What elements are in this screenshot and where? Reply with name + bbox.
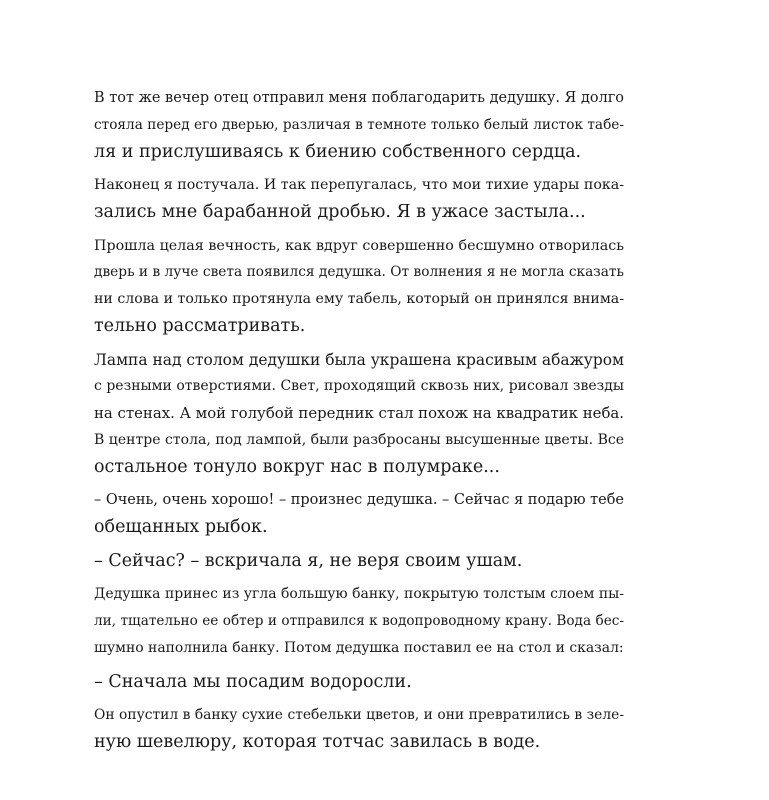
text-line: Прошла целая вечность, как вдруг совершенно бесшумно отворилась bbox=[94, 237, 624, 254]
text-line: ля и прислушиваясь к биению собственного сердца. bbox=[94, 141, 582, 162]
paragraph bbox=[94, 85, 624, 165]
paragraph bbox=[94, 581, 624, 661]
text-line: – Сначала мы посадим водоросли. bbox=[94, 671, 412, 692]
text-line: стояла перед его дверью, различая в темноте только белый листок табе- bbox=[94, 116, 624, 133]
paragraph bbox=[94, 548, 624, 575]
text-line: Он опустил в банку сухие стебельки цветов, и они превратились в зеле- bbox=[94, 707, 624, 724]
text-line: дверь и в луче света появился дедушка. От волнения я не могла сказать bbox=[94, 264, 624, 281]
text-line: на стенах. А мой голубой передник стал похож на квадратик неба. bbox=[94, 404, 624, 423]
text-line: Дедушка принес из угла большую банку, покрытую толстым слоем пы- bbox=[94, 586, 624, 603]
text-line: В центре стола, под лампой, были разбросаны высушенные цветы. Все bbox=[94, 431, 625, 448]
text-line: – Сейчас? – вскричала я, не веря своим ушам. bbox=[94, 550, 523, 571]
text-line: Лампа над столом дедушки была украшена красивым абажуром bbox=[94, 350, 624, 369]
text-line: ли, тщательно ее обтер и отправился к водопроводному крану. Вода бес- bbox=[94, 613, 624, 630]
text-line: тельно рассматривать. bbox=[94, 315, 306, 336]
text-line: – Очень, очень хорошо! – произнес дедушка. – Сейчас я подарю тебе bbox=[94, 492, 624, 509]
text-line: ную шевелюру, которая тотчас завилась в воде. bbox=[94, 731, 541, 752]
paragraph bbox=[94, 669, 624, 696]
paragraph bbox=[94, 172, 624, 226]
paragraph bbox=[94, 702, 624, 756]
text-body bbox=[94, 85, 624, 763]
paragraph bbox=[94, 233, 624, 340]
text-line: зались мне барабанной дробью. Я в ужасе застыла... bbox=[94, 201, 586, 222]
text-line: с резными отверстиями. Свет, проходящий сквозь них, рисовал звезды bbox=[94, 378, 624, 395]
text-line: Наконец я постучала. И так перепугалась, что мои тихие удары пока- bbox=[94, 177, 624, 194]
paragraph bbox=[94, 347, 624, 481]
text-line: обещанных рыбок. bbox=[94, 517, 268, 538]
text-line: шумно наполнила банку. Потом дедушка поставил ее на стол и сказал: bbox=[94, 639, 624, 656]
text-line: ни слова и только протянула ему табель, который он принялся внима- bbox=[94, 291, 624, 308]
paragraph bbox=[94, 487, 624, 541]
text-line: В тот же вечер отец отправил меня поблагодарить дедушку. Я долго bbox=[94, 90, 624, 106]
text-line: остальное тонуло вокруг нас в полумраке... bbox=[94, 456, 500, 477]
